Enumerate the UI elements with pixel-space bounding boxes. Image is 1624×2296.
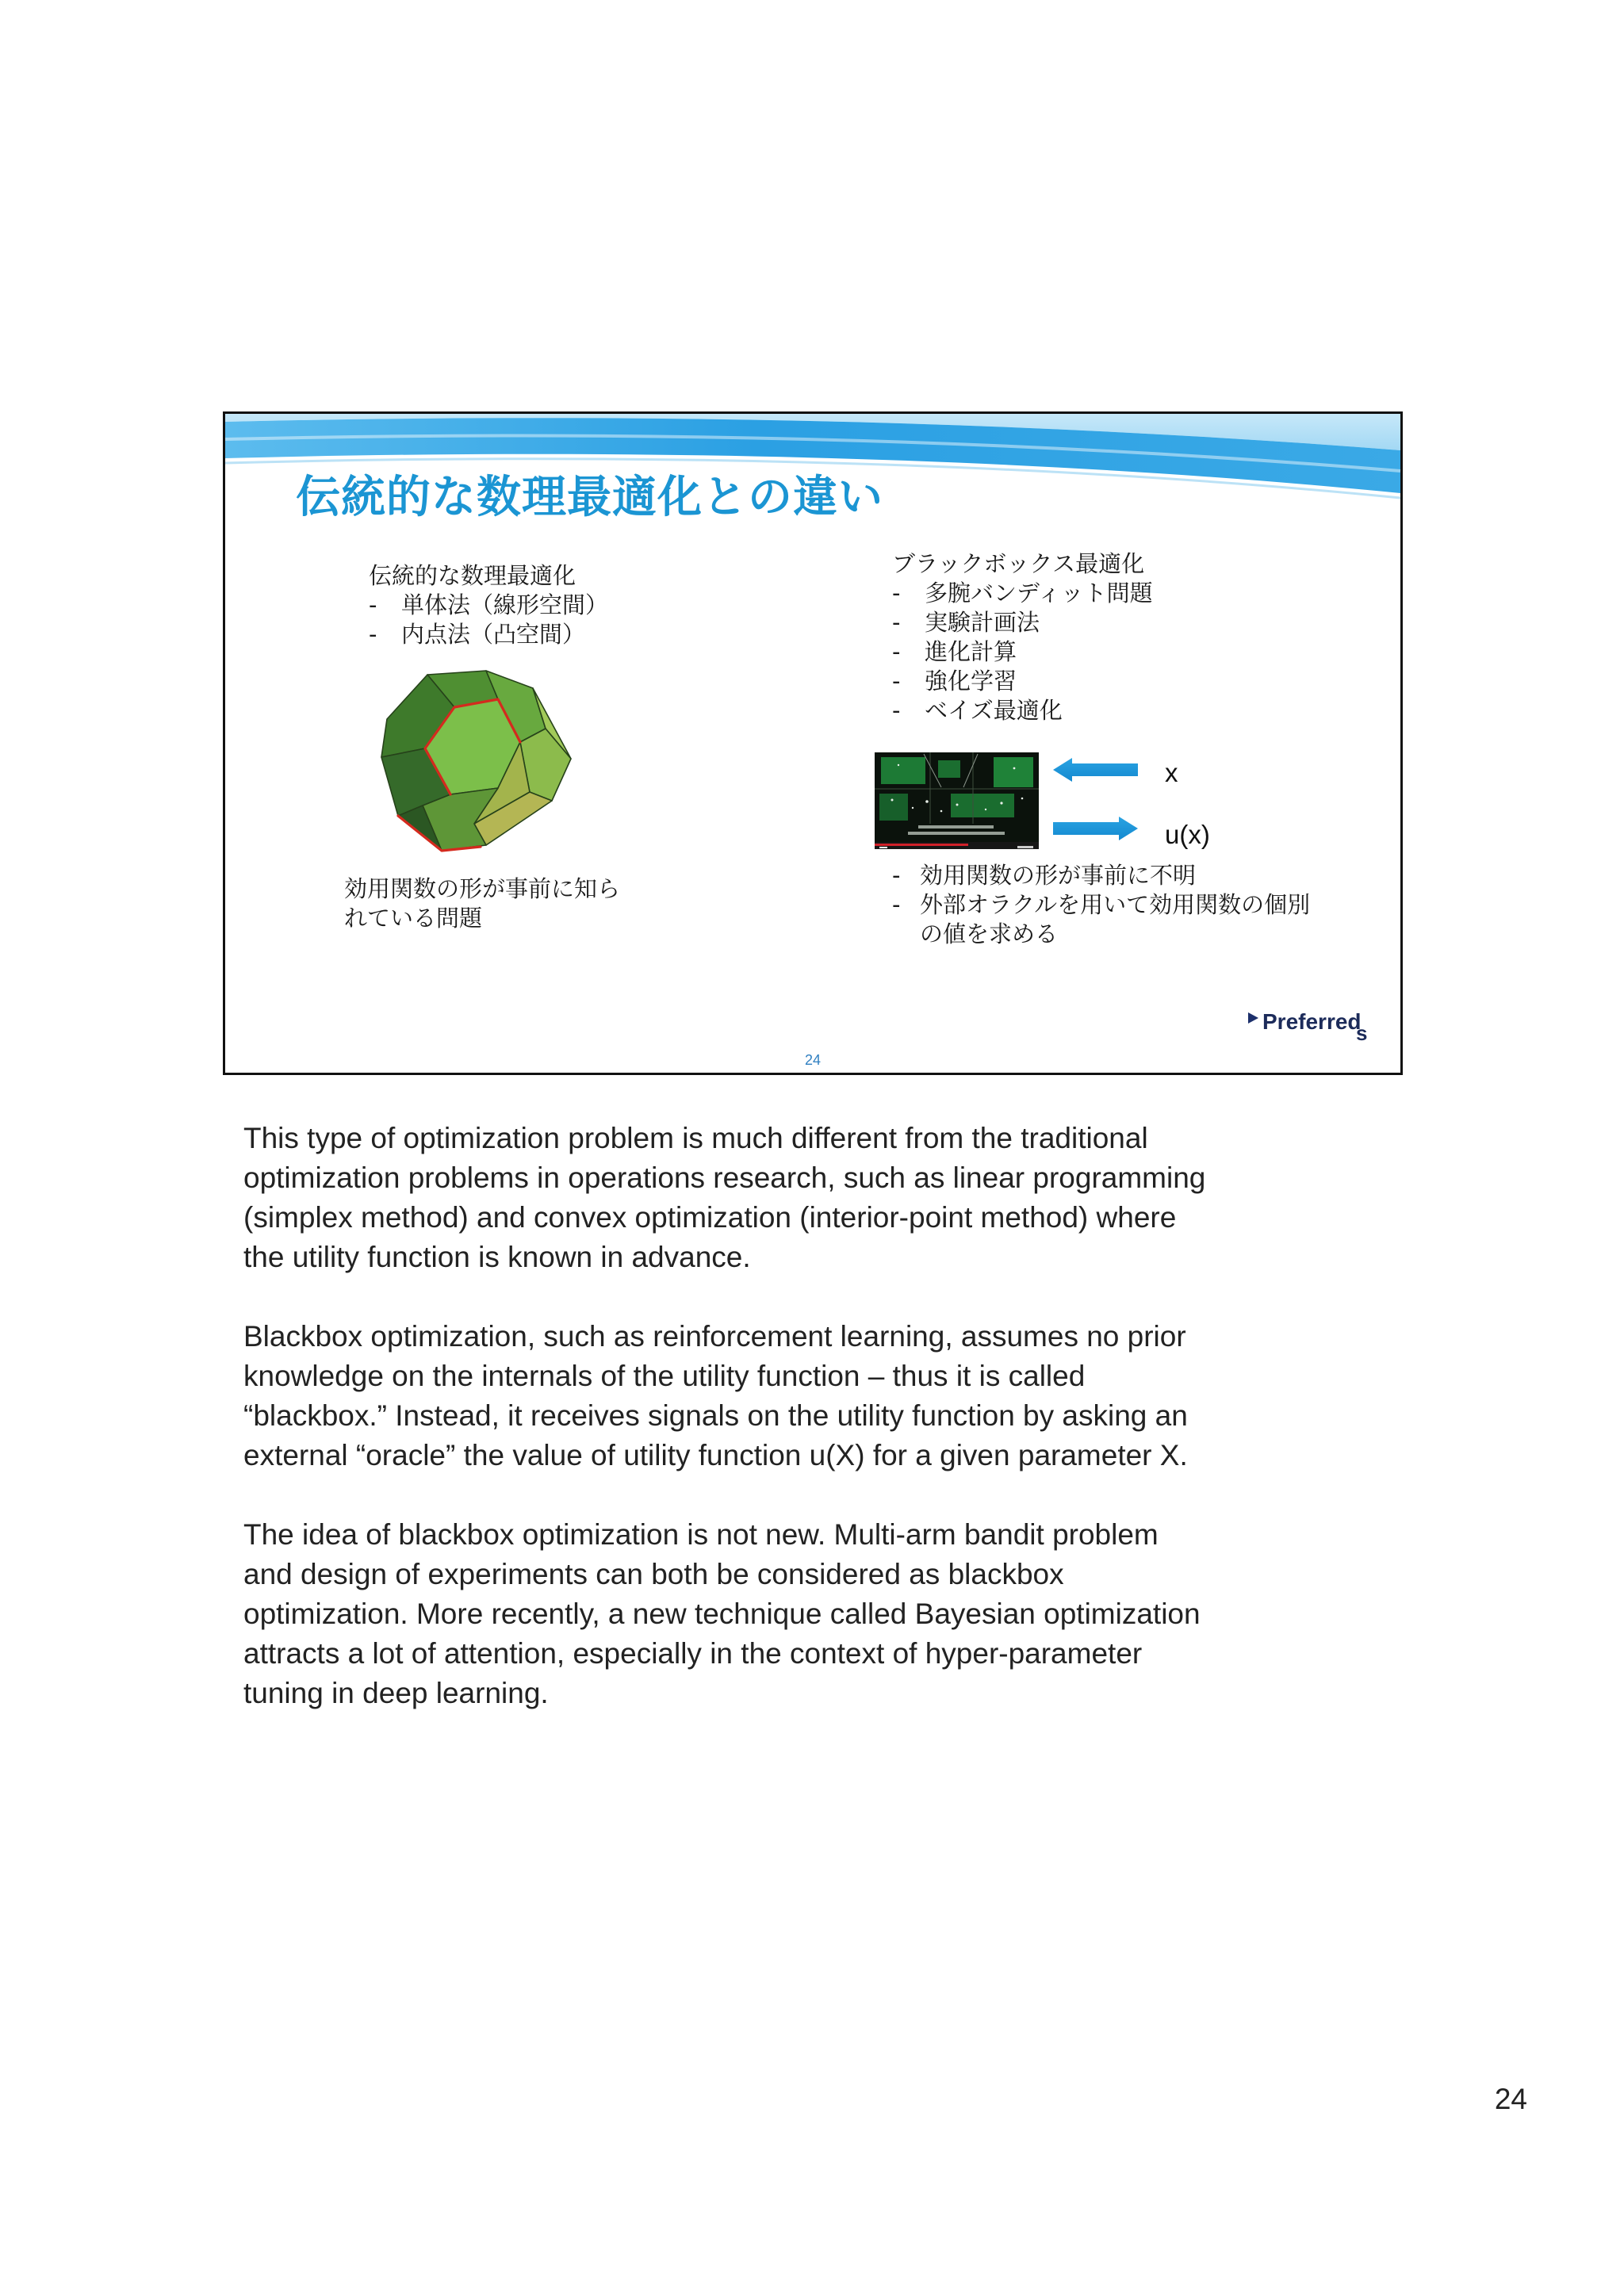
caption-line: れている問題: [344, 905, 483, 932]
notes-line: The idea of blackbox optimization is not new. Multi-arm bandit problem: [243, 1518, 1159, 1551]
list-item-text: 実験計画法: [925, 609, 1040, 636]
notes-line: (simplex method) and convex optimization (interior-point method) where: [243, 1201, 1177, 1234]
notes-line: knowledge on the internals of the utility function – thus it is called: [243, 1360, 1086, 1392]
caption-line: 効用関数の形が事前に知ら: [344, 875, 621, 902]
notes-line: “blackbox.” Instead, it receives signals on the utility function by asking an: [243, 1399, 1188, 1432]
bullet-dash: -: [892, 638, 901, 665]
list-item: [892, 696, 1153, 725]
traditional-optimization-heading: 伝統的な数理最適化: [369, 562, 576, 589]
bullet-dash: -: [892, 862, 901, 889]
logo-text: Preferred: [1262, 1009, 1362, 1034]
slide-title: 伝統的な数理最適化との違い: [296, 472, 883, 523]
logo-text-clip: [1262, 1008, 1362, 1034]
bullet-dash: -: [892, 891, 901, 918]
list-item: [892, 579, 1153, 608]
bullet-dash: -: [892, 668, 901, 695]
list-item-text: 強化学習: [925, 668, 1017, 695]
logo-mark-icon: [1248, 1012, 1258, 1024]
bullet-dash: -: [892, 609, 901, 636]
notes-line: optimization. More recently, a new technique called Bayesian optimization: [243, 1598, 1201, 1630]
company-logo: [1248, 1008, 1383, 1047]
notes-paragraph: [243, 1317, 1205, 1475]
list-item-text: 内点法（凸空間）: [401, 621, 586, 648]
blackbox-optimization-heading: ブラックボックス最適化: [892, 550, 1145, 577]
bullet-dash: -: [892, 697, 901, 724]
arrow-left-icon: [1053, 758, 1138, 782]
traditional-optimization-list: [369, 561, 608, 649]
list-item: [892, 861, 1310, 890]
notes-paragraph: [243, 1515, 1205, 1713]
list-item: [892, 608, 1153, 637]
traditional-optimization-caption: [344, 874, 620, 933]
notes-line: the utility function is known in advance.: [243, 1241, 751, 1273]
bullet-dash: -: [892, 580, 901, 607]
bullet-dash: -: [369, 591, 377, 618]
list-item-text: 単体法（線形空間）: [401, 591, 609, 618]
list-item-text: ベイズ最適化: [925, 697, 1063, 724]
blackbox-optimization-list: [892, 549, 1153, 725]
notes-line: attracts a lot of attention, especially in the context of hyper-parameter: [243, 1637, 1143, 1670]
notes-line: This type of optimization problem is much different from the traditional: [243, 1122, 1148, 1154]
list-item-text: 効用関数の形が事前に不明: [920, 862, 1197, 889]
list-item: [369, 591, 608, 620]
notes-line: and design of experiments can both be considered as blackbox: [243, 1558, 1064, 1590]
speaker-notes: [243, 1119, 1205, 1753]
list-item-text: 多腕バンディット問題: [925, 580, 1153, 607]
page-number: 24: [1494, 2083, 1527, 2115]
blackbox-notes-list: [892, 861, 1310, 949]
notes-paragraph: [243, 1119, 1205, 1277]
notes-line: optimization problems in operations research, such as linear programming: [243, 1161, 1206, 1194]
list-item-continuation: の値を求める: [920, 920, 1059, 947]
slide-number: 24: [804, 1052, 822, 1068]
slide-thumbnail: [223, 411, 1403, 1075]
arrow-right-icon: [1053, 817, 1138, 840]
list-item: [892, 667, 1153, 696]
output-label: u(x): [1165, 820, 1210, 849]
list-item: [369, 620, 608, 649]
list-item-text: 進化計算: [925, 638, 1017, 665]
list-item: [892, 890, 1310, 920]
bullet-dash: -: [369, 621, 377, 648]
logo-text-fragment: s: [1356, 1021, 1368, 1045]
list-item: [892, 637, 1153, 667]
notes-line: Blackbox optimization, such as reinforcement learning, assumes no prior: [243, 1320, 1186, 1353]
input-label: x: [1165, 758, 1178, 787]
video-thumbnail-image: [875, 752, 1039, 849]
polyhedron-image: [379, 669, 573, 852]
notes-line: tuning in deep learning.: [243, 1677, 549, 1709]
list-item-text: 外部オラクルを用いて効用関数の個別: [920, 891, 1311, 918]
notes-line: external “oracle” the value of utility function u(X) for a given parameter X.: [243, 1439, 1188, 1471]
